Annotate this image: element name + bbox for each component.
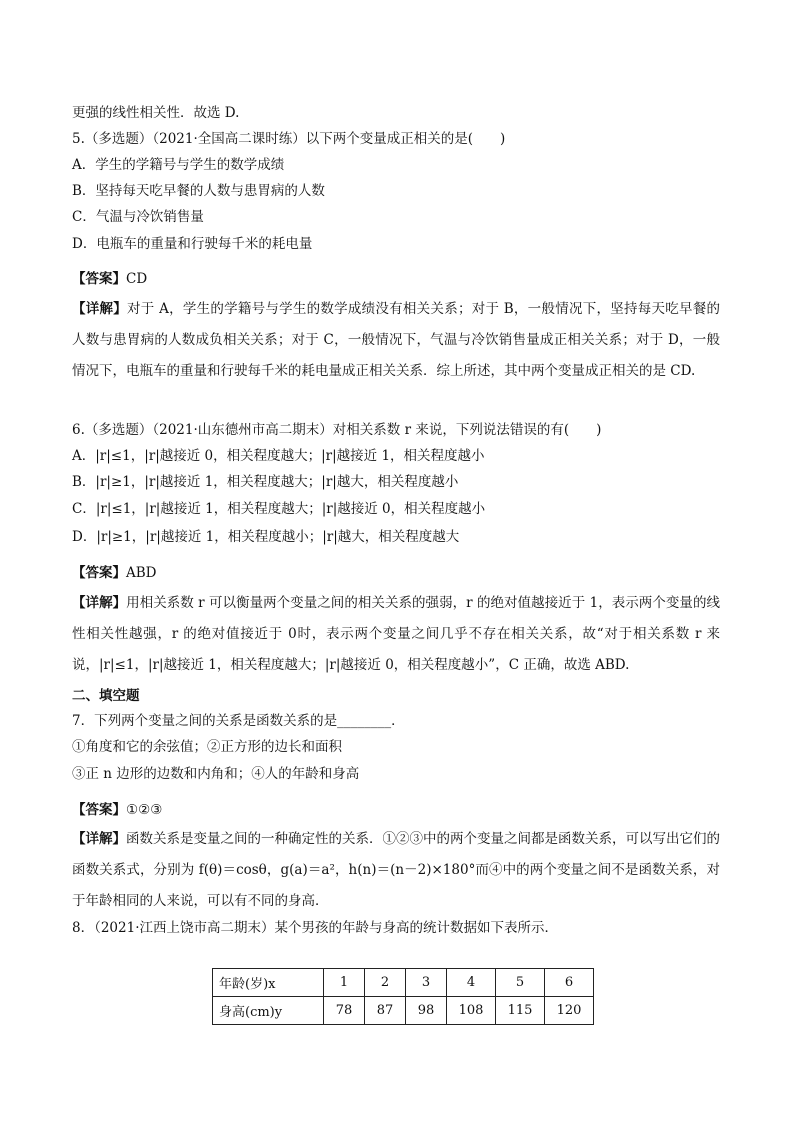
table-row (213, 969, 594, 997)
row-label-height: 身高(cm)y (213, 997, 324, 1025)
answer-value: CD (126, 271, 148, 287)
q5-option-b: B．坚持每天吃早餐的人数与患胃病的人数 (72, 183, 325, 199)
detail-tag: 【详解】 (72, 831, 126, 847)
table-cell: 98 (406, 997, 447, 1025)
table-cell: 120 (545, 997, 594, 1025)
q6-answer (72, 564, 157, 582)
q6-option-b: B．|r|≥1，|r|越接近 1，相关程度越大；|r|越大，相关程度越小 (72, 474, 459, 490)
q6-detail (72, 588, 720, 681)
q5-option-a: A．学生的学籍号与学生的数学成绩 (72, 157, 285, 173)
answer-tag: 【答案】 (72, 271, 126, 287)
table-cell: 1 (324, 969, 365, 997)
q7-answer (72, 801, 162, 819)
age-height-table (212, 968, 594, 1025)
answer-tag: 【答案】 (72, 802, 126, 818)
q7-options-line1: ①角度和它的余弦值；②正方形的边长和面积 (72, 739, 342, 755)
q5-answer (72, 270, 147, 288)
table-cell: 3 (406, 969, 447, 997)
detail-text: 用相关系数 r 可以衡量两个变量之间的相关关系的强弱，r 的绝对值越接近于 1，表示两个变量的线性相关性越强，r 的绝对值接近于 0时，表示两个变量之间几乎不存在相关关系，故“对于相关系数 r 来说，|r|≤1，|r|越接近 1，相关程度越大；|r|越接近 0，相关程度越小”，C 正确，故选 ABD. (72, 595, 720, 673)
q6-option-a: A．|r|≤1，|r|越接近 0，相关程度越大；|r|越接近 1，相关程度越小 (72, 448, 485, 464)
q5-detail (72, 294, 720, 387)
detail-tag: 【详解】 (72, 595, 127, 611)
q6-stem: 6.（多选题）（2021·山东德州市高二期末）对相关系数 r 来说，下列说法错误的有( ) (72, 422, 602, 438)
q6-option-c: C．|r|≤1，|r|越接近 1，相关程度越大；|r|越接近 0，相关程度越小 (72, 501, 486, 517)
q8-stem: 8．（2021·江西上饶市高二期末）某个男孩的年龄与身高的统计数据如下表所示． (72, 920, 558, 936)
q5-option-d: D．电瓶车的重量和行驶每千米的耗电量 (72, 236, 313, 252)
answer-value: ABD (126, 565, 157, 581)
q7-stem: 7．下列两个变量之间的关系是函数关系的是________． (72, 713, 405, 729)
table-cell: 5 (496, 969, 545, 997)
detail-tag: 【详解】 (72, 301, 128, 317)
q5-stem: 5.（多选题）（2021·全国高二课时练）以下两个变量成正相关的是( ) (72, 131, 506, 147)
table-cell: 4 (447, 969, 496, 997)
answer-value: ①②③ (126, 802, 163, 818)
q5-option-c: C．气温与冷饮销售量 (72, 209, 204, 225)
detail-text: 函数关系是变量之间的一种确定性的关系．①②③中的两个变量之间都是函数关系，可以写出它们的函数关系式，分别为 f(θ)＝cosθ，g(a)＝a²，h(n)＝(n－2)×180°而④中的两个变量之间不是函数关系，对于年龄相同的人来说，可以有不同的身高． (72, 831, 720, 909)
detail-text: 对于 A，学生的学籍号与学生的数学成绩没有相关关系；对于 B，一般情况下，坚持每天吃早餐的人数与患胃病的人数成负相关关系；对于 C，一般情况下，气温与冷饮销售量成正相关关系；对于 D，一般情况下，电瓶车的重量和行驶每千米的耗电量成正相关关系．综上所述，其中两个变量成正相关的是 CD. (72, 301, 720, 379)
table-cell: 87 (365, 997, 406, 1025)
table-cell: 78 (324, 997, 365, 1025)
table-cell: 115 (496, 997, 545, 1025)
q7-detail (72, 824, 720, 917)
table-cell: 108 (447, 997, 496, 1025)
table-cell: 6 (545, 969, 594, 997)
q7-options-line2: ③正 n 边形的边数和内角和；④人的年龄和身高 (72, 766, 360, 782)
continued-text: 更强的线性相关性．故选 D. (72, 105, 240, 121)
row-label-age: 年龄(岁)x (213, 969, 324, 997)
q6-option-d: D．|r|≥1，|r|越接近 1，相关程度越小；|r|越大，相关程度越大 (72, 529, 460, 545)
section-heading: 二、填空题 (72, 688, 140, 704)
table-cell: 2 (365, 969, 406, 997)
table-row (213, 997, 594, 1025)
answer-tag: 【答案】 (72, 565, 126, 581)
